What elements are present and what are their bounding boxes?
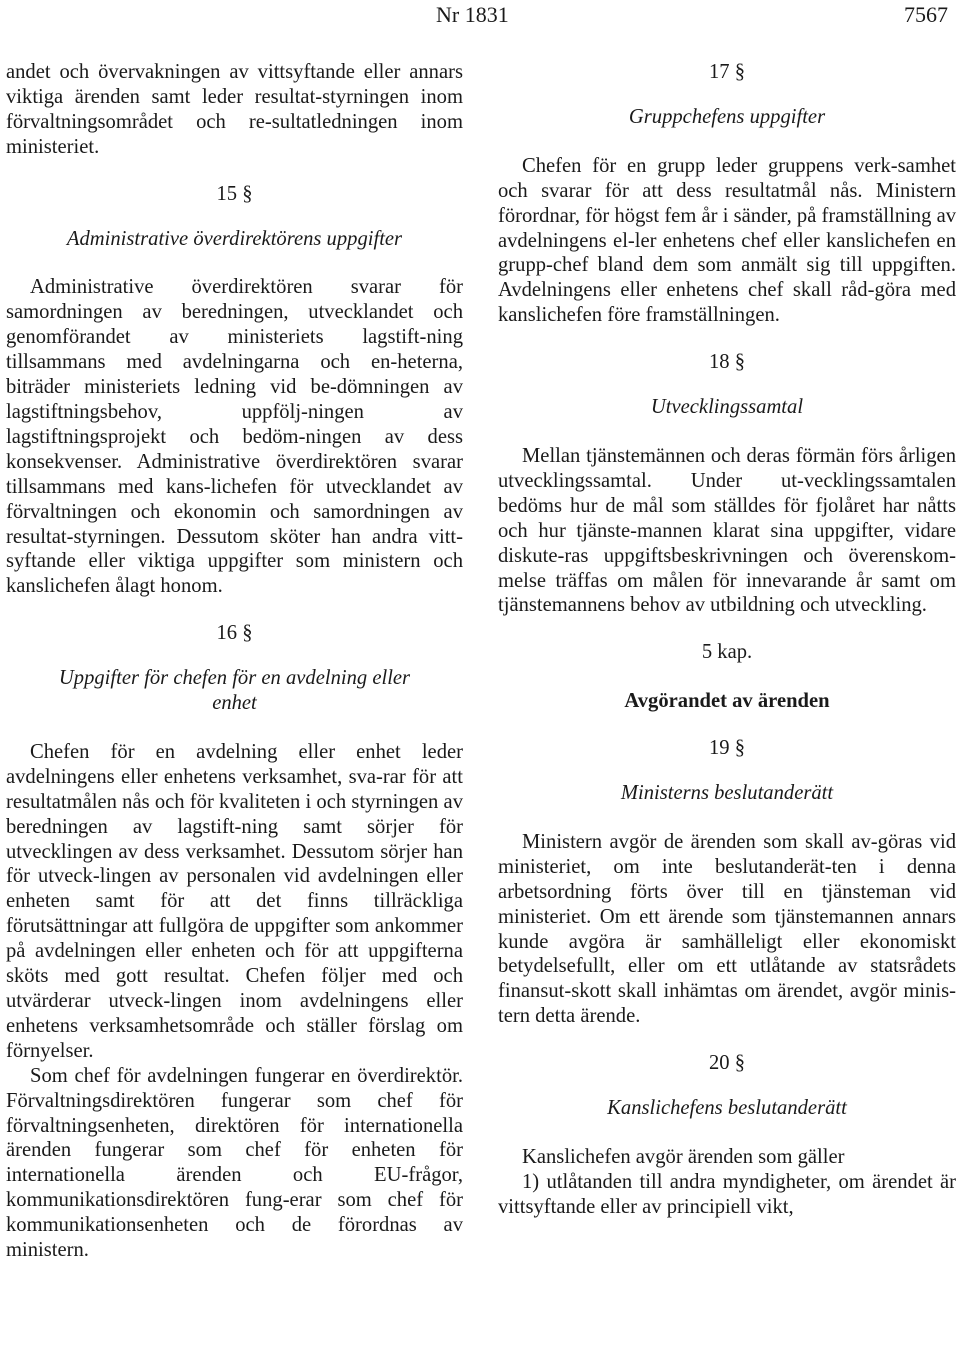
section-17-number: 17 § — [708, 61, 746, 83]
section-18-title: Utvecklingssamtal — [650, 396, 804, 419]
left-column — [6, 60, 463, 1263]
section-15-title: Administrative överdirektörens uppgifter — [66, 227, 403, 250]
section-19-number: 19 § — [708, 737, 746, 760]
section-17-body: Chefen för en grupp leder gruppens verk-samhet och svarar för att dess resultatmål nås. Ministern förordnar, för högst fem år i sänder, på framställning av avdelningens el-ler enhetens chef eller kanslichefen en grupp-chef bland dem som anmält sig till uppgiften. Avdelningens eller enhetens chef skall råd-göra med kanslichefen före framställningen. — [498, 154, 956, 327]
section-18-body: Mellan tjänstemännen och deras förmän förs årligen utvecklingssamtal. Under ut-vecklingssamtalen bedöms hur de mål som ställdes för fjolåret har nåtts och hur tjänste-mannen klarat sina uppgifter, vidare diskute-ras uppgiftsbeskrivningen och överenskom-melse träffas om målen för innevarande år samt om tjänstemannens behov av utbildning och utveckling. — [498, 444, 956, 617]
section-20-body-2: 1) utlåtanden till andra myndigheter, om ärendet är vittsyftande eller av principiell vikt, — [498, 1170, 956, 1218]
chapter-title: Avgörandet av ärenden — [624, 690, 830, 713]
intro-paragraph: andet och övervakningen av vittsyftande eller annars viktiga ärenden samt leder resultat-styrningen inom förvaltningsområdet och re-sultatledningen inom ministeriet. — [6, 61, 463, 158]
section-17-title: Gruppchefens uppgifter — [628, 105, 826, 128]
section-16-body-2: Som chef för avdelningen fungerar en överdirektör. Förvaltningsdirektören fungerar som chef för förvaltningsenheten, direktören för internationella ärenden fungerar som chef för enheten för internationella ärenden och EU-frågor, kommunikationsdirektören fung-erar som chef för kommunikationsenheten och de förordnas av ministern. — [6, 1064, 463, 1262]
section-18-number: 18 § — [708, 351, 746, 374]
right-column — [498, 60, 956, 1220]
chapter-label: 5 kap. — [701, 641, 753, 664]
section-16-title — [6, 666, 463, 716]
page-number: 7567 — [904, 2, 948, 27]
section-16-number: 16 § — [216, 622, 253, 645]
section-20-title: Kanslichefens beslutanderätt — [607, 1097, 847, 1120]
section-19-title: Ministerns beslutanderätt — [620, 782, 834, 805]
section-15-number: 15 § — [216, 182, 253, 205]
section-19-body: Ministern avgör de ärenden som skall av-göras vid ministeriet, om inte beslutanderät-ten i denna arbetsordning förts över till en tjänsteman vid ministeriet. Om ett ärende som tjänstemannen annars kunde avgöra är samhälleligt eller ekonomiskt betydelsefullt, eller om ett utlåtande av statsrådets finansut-skott skall inhämtas om ärendet, avgör minis-tern detta ärende. — [498, 830, 956, 1028]
page-header — [0, 0, 960, 30]
section-20-body-1: Kanslichefen avgör ärenden som gäller — [522, 1146, 845, 1168]
issue-number: Nr 1831 — [436, 2, 509, 27]
section-16-title-line2: enhet — [212, 692, 257, 715]
section-20-number: 20 § — [708, 1052, 746, 1075]
section-15-body: Administrative överdirektören svarar för samordningen av beredningen, utvecklandet och genomförandet av ministeriets lagstift-ning tillsammans med avdelningarna och en-heterna, biträder ministeriets ledning vid be-dömningen av lagstiftningsbehov, uppfölj-ningen av lagstiftningsprojekt och bedöm-ningen av dess konsekvenser. Administrative överdirektören svarar tillsammans med kans-lichefen för utvecklandet av förvaltningen och ekonomin och samordningen av resultat-styrningen. Dessutom sköter han andra vitt-syftande eller viktiga uppgifter som ministern och kanslichefen ålagt honom. — [6, 276, 463, 598]
section-16-body-1: Chefen för en avdelning eller enhet leder avdelningens eller enhetens verksamhet, sva-rar för att resultatmålen nås och för kvaliteten i och styrningen av beredningen av lagstift-ning samt sörjer för utvecklingen av dess verksamhet. Dessutom sörjer han för utveck-lingen av personalen vid avdelningen eller enheten samt för att det finns tillräckliga förutsättningar att fullgöra de uppgifter som ankommer på avdelningen eller enheten och för att uppgifterna sköts med gott resultat. Chefen följer med och utvärderar utveck-lingen inom avdelningens eller enhetens verksamhetsområde och ställer förslag om förnyelser. — [6, 740, 463, 1062]
section-16-title-line1: Uppgifter för chefen för en avdelning eller — [58, 667, 411, 690]
